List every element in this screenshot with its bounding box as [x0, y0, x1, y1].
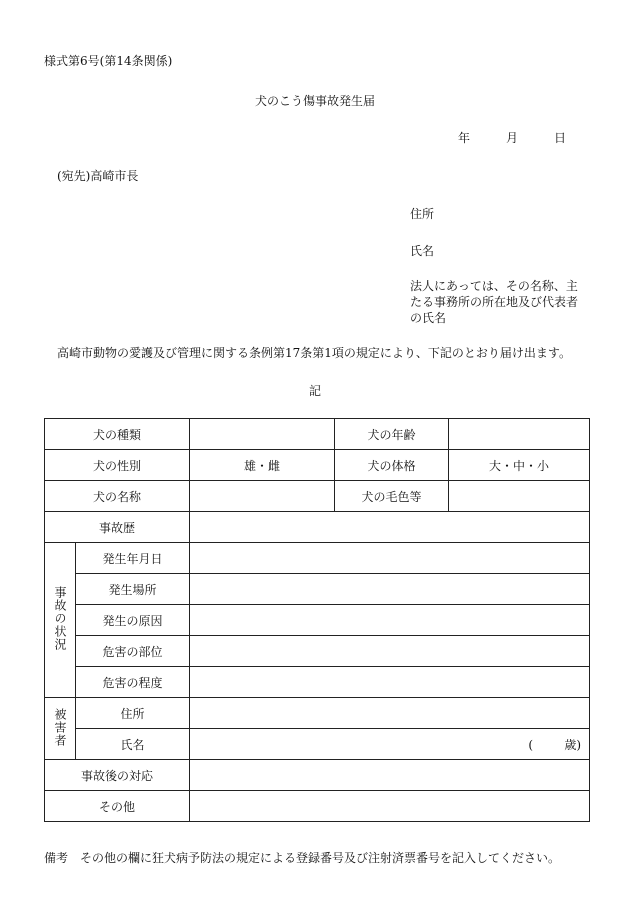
table-row	[45, 729, 590, 760]
occurred-date-label: 発生年月日	[76, 543, 190, 574]
dog-type-value[interactable]	[190, 419, 335, 450]
post-response-label: 事故後の対応	[45, 760, 190, 791]
date-line	[458, 129, 566, 146]
other-label: その他	[45, 791, 190, 822]
remark: 備考 その他の欄に狂犬病予防法の規定による登録番号及び注射済票番号を記入してください。	[44, 851, 561, 865]
occurred-date-value[interactable]	[190, 543, 590, 574]
post-response-value[interactable]	[190, 760, 590, 791]
table-row	[45, 543, 590, 574]
accident-history-value[interactable]	[190, 512, 590, 543]
cause-value[interactable]	[190, 605, 590, 636]
addressee: (宛先)高崎市長	[57, 169, 139, 183]
accident-history-label: 事故歴	[45, 512, 190, 543]
table-row	[45, 667, 590, 698]
age-unit: 歳)	[564, 737, 582, 752]
occurred-place-label: 発生場所	[76, 574, 190, 605]
corporate-note: 法人にあっては、その名称、主たる事務所の所在地及び代表者の氏名	[410, 279, 579, 325]
injury-part-value[interactable]	[190, 636, 590, 667]
applicant-name-label: 氏名	[410, 244, 435, 258]
dog-sex-label: 犬の性別	[45, 450, 190, 481]
occurred-place-value[interactable]	[190, 574, 590, 605]
dog-type-label: 犬の種類	[45, 419, 190, 450]
table-row	[45, 760, 590, 791]
table-row	[45, 791, 590, 822]
table-row	[45, 574, 590, 605]
table-row	[45, 636, 590, 667]
injury-degree-label: 危害の程度	[76, 667, 190, 698]
dog-color-label: 犬の毛色等	[335, 481, 449, 512]
victim-label: 被害者	[53, 707, 67, 747]
form-number: 様式第6号(第14条関係)	[44, 54, 173, 68]
injury-degree-value[interactable]	[190, 667, 590, 698]
accident-situation-group	[45, 543, 76, 698]
victim-name-label: 氏名	[76, 729, 190, 760]
victim-group	[45, 698, 76, 760]
dog-size-options[interactable]: 大・中・小	[449, 450, 590, 481]
table-row	[45, 450, 590, 481]
ki-heading: 記	[308, 384, 321, 398]
table-row	[45, 605, 590, 636]
accident-situation-label: 事故の状況	[53, 586, 67, 651]
applicant-address-label: 住所	[410, 207, 435, 221]
other-value[interactable]	[190, 791, 590, 822]
report-table	[44, 418, 590, 822]
document-title: 犬のこう傷事故発生届	[254, 94, 375, 108]
table-row	[45, 512, 590, 543]
date-day: 日	[554, 131, 567, 145]
cause-label: 発生の原因	[76, 605, 190, 636]
dog-name-value[interactable]	[190, 481, 335, 512]
victim-name-value[interactable]	[190, 729, 590, 760]
date-month: 月	[506, 131, 519, 145]
statement: 高崎市動物の愛護及び管理に関する条例第17条第1項の規定により、下記のとおり届け出ます。	[57, 346, 571, 360]
dog-size-label: 犬の体格	[335, 450, 449, 481]
dog-sex-options[interactable]: 雄・雌	[190, 450, 335, 481]
age-open-paren: (	[528, 737, 534, 752]
table-row	[45, 419, 590, 450]
dog-color-value[interactable]	[449, 481, 590, 512]
dog-age-label: 犬の年齢	[335, 419, 449, 450]
injury-part-label: 危害の部位	[76, 636, 190, 667]
table-row	[45, 481, 590, 512]
dog-name-label: 犬の名称	[45, 481, 190, 512]
victim-address-label: 住所	[76, 698, 190, 729]
dog-age-value[interactable]	[449, 419, 590, 450]
victim-address-value[interactable]	[190, 698, 590, 729]
date-year: 年	[458, 131, 471, 145]
table-row	[45, 698, 590, 729]
